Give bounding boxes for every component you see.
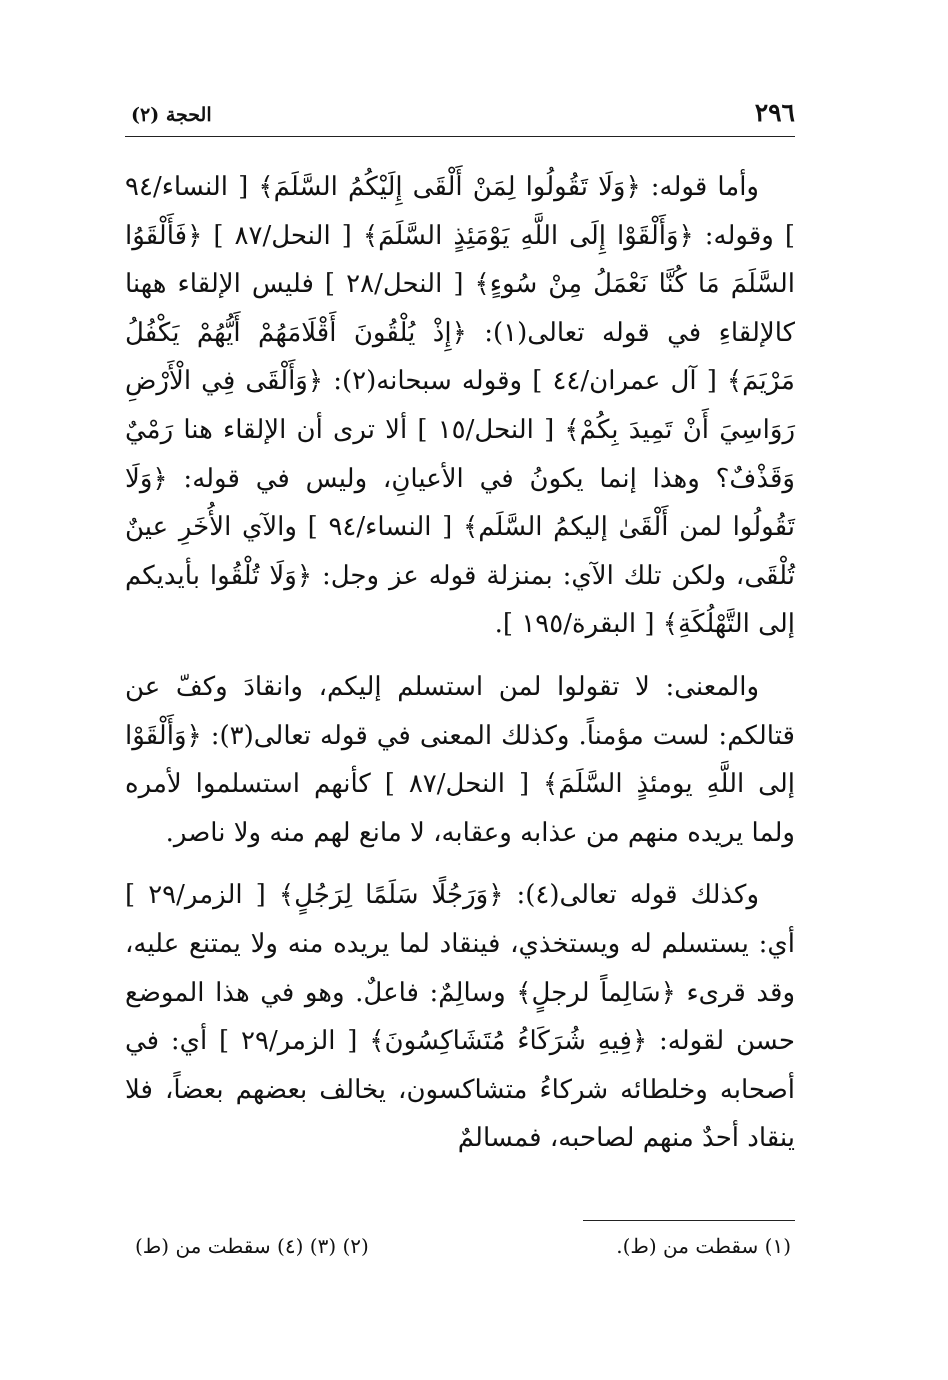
footnote-1: (١) سقطت من (ط). <box>616 1234 791 1258</box>
paragraph-1: وأما قوله: ﴿وَلَا تَقُولُوا لِمَنْ أَلْقَى إِلَيْكُمُ السَّلَمَ﴾ [ النساء/٩٤ ] وقوله: ﴿وَأَلْقَوْا إِلَى اللَّهِ يَوْمَئِذٍ السَّلَمَ﴾ [ النحل/٨٧ ] ﴿فَأَلْقَوُا السَّلَمَ مَا كُنَّا نَعْمَلُ مِنْ سُوءٍ﴾ [ النحل/٢٨ ] فليس الإلقاء ههنا كالإلقاءِ في قوله تعالى(١): ﴿إِذْ يُلْقُونَ أَقْلَامَهُمْ أَيُّهُمْ يَكْفُلُ مَرْيَمَ﴾ [ آل عمران/٤٤ ] وقوله سبحانه(٢): ﴿وَأَلْقَى فِي الْأَرْضِ رَوَاسِيَ أَنْ تَمِيدَ بِكُمْ﴾ [ النحل/١٥ ] ألا ترى أن الإلقاء هنا رَمْيٌ وَقَذْفٌ؟ وهذا إنما يكونُ في الأعيانِ، وليس في قوله: ﴿وَلَا تَقُولُوا لمن أَلْقَىٰ إليكمُ السَّلَم﴾ [ النساء/٩٤ ] والآي الأُخَرِ عينٌ تُلْقَى، ولكن تلك الآي: بمنزلة قوله عز وجل: ﴿وَلَا تُلْقُوا بأيديكم إلى التَّهْلُكَةِ﴾ [ البقرة/١٩٥ ]. <box>125 172 796 640</box>
paragraph-2: والمعنى: لا تقولوا لمن استسلم إليكم، وانقادَ وكفّ عن قتالكم: لست مؤمناً. وكذلك المعنى في قوله تعالى(٣): ﴿وَأَلْقَوْا إلى اللَّهِ يومئذٍ السَّلَمَ﴾ [ النحل/٨٧ ] كأنهم استسلموا لأمره ولما يريده منهم من عذابه وعقابه، لا مانع لهم منه ولا ناصر. <box>125 671 795 848</box>
paragraph-3: وكذلك قوله تعالى(٤): ﴿وَرَجُلًا سَلَمًا لِرَجُلٍ﴾ [ الزمر/٢٩ ] أي: يستسلم له ويستخذي، فينقاد لما يريده منه ولا يمتنع عليه، وقد قرىء ﴿سَالِماً لرجلٍ﴾ وسالِمٌ: فاعلٌ. وهو في هذا الموضع حسن لقوله: ﴿فِيهِ شُرَكَاءُ مُتَشَاكِسُونَ﴾ [ الزمر/٢٩ ] أي: في أصحابه وخلطائه شركاءُ متشاكسون، يخالف بعضهم بعضاً، فلا ينقاد أحدٌ منهم لصاحبه، فمسالمٌ <box>125 880 795 1154</box>
main-text <box>125 163 795 1163</box>
footnote-divider <box>583 1220 795 1221</box>
footnotes <box>125 1234 795 1268</box>
running-title: الحجة (٢) <box>131 104 212 126</box>
page-number: ٢٩٦ <box>754 98 795 127</box>
footnote-2-3-4: (٢) (٣) (٤) سقطت من (ط) <box>135 1234 369 1258</box>
page-header <box>125 96 795 137</box>
